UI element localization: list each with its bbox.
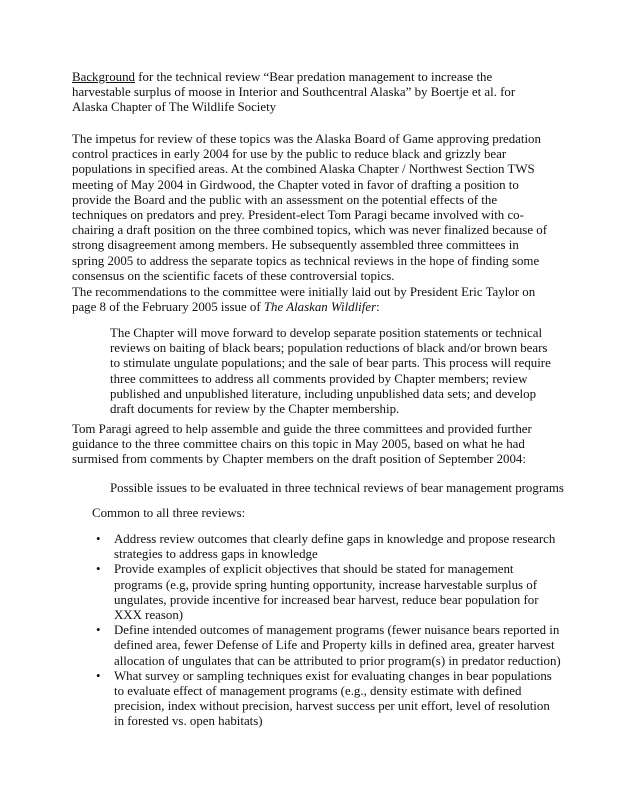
- common-heading: Common to all three reviews:: [92, 506, 246, 520]
- list-item-text: Define intended outcomes of management programs (fewer nuisance bears reported in defined area, fewer Defense of Life and Property kills in defined area, greater harvest allocation of ungulates that can be attributed to prior program(s) in predator reduction): [114, 623, 561, 668]
- issues-heading: Possible issues to be evaluated in three technical reviews of bear management programs: [110, 481, 564, 495]
- recommendations-paragraph: [72, 285, 552, 315]
- bullet-icon: •: [96, 668, 101, 683]
- background-heading: Background: [72, 70, 136, 84]
- impetus-paragraph: The impetus for review of these topics was the Alaska Board of Game approving predation control practices in early 2004 for use by the public to reduce black and grizzly bear populations in specified areas. At the combined Alaska Chapter / Northwest Section TWS meeting of May 2004 in Girdwood, the Chapter voted in favor of drafting a position to provide the Board and the public with an assessment on the potential effects of the techniques on predators and prey. President-elect Tom Paragi became involved with co-chairing a draft position on the three combined topics, which was never finalized because of strong disagreement among members. He subsequently assembled three committees in spring 2005 to address the separate topics as technical reviews in the hope of finding some consensus on the scientific facets of these controversial topics.: [72, 132, 547, 283]
- bullet-icon: •: [96, 623, 101, 638]
- publication-title: The Alaskan Wildlifer: [263, 300, 377, 315]
- recommendations-text: The recommendations to the committee were initially laid out by President Eric Taylor on page 8 of the February 2005 issue of: [72, 285, 536, 315]
- bullet-icon: •: [96, 532, 101, 546]
- list-item: [92, 623, 562, 669]
- quoted-block: The Chapter will move forward to develop separate position statements or technical reviews on baiting of black bears; population reductions of black and/or brown bears to stimulate ungulate populations; and the sale of bear parts. This process will require three committees to address all comments provided by Chapter members; review published and unpublished literature, including unpublished data sets; and develop draft documents for review by the Chapter membership.: [110, 326, 551, 417]
- intro-text: for the technical review “Bear predation management to increase the harvestable surplus of moose in Interior and Southcentral Alaska” by Boertje et al. for Alaska Chapter of The Wildlife Society: [72, 70, 516, 115]
- guidance-paragraph: Tom Paragi agreed to help assemble and guide the three committees and provided further guidance to the three committee chairs on this topic in May 2005, based on what he had surmised from comments by Chapter members on the draft position of September 2004:: [72, 422, 532, 467]
- list-item-text: Provide examples of explicit objectives that should be stated for management programs (e.g, provide spring hunting opportunity, increase harvestable surplus of ungulates, provide incentive for increased bear harvest, reduce bear population for XXX reason): [114, 562, 539, 623]
- list-item: [92, 562, 562, 623]
- intro-paragraph: [72, 70, 552, 116]
- bullet-list: [92, 532, 562, 730]
- bullet-icon: •: [96, 562, 101, 577]
- list-item-text: Address review outcomes that clearly define gaps in knowledge and propose research strategies to address gaps in knowledge: [114, 532, 556, 562]
- list-item-text: What survey or sampling techniques exist for evaluating changes in bear populations to evaluate effect of management programs (e.g., density estimate with defined precision, index without precision, harvest success per unit effort, level of resolution in forested vs. open habitats): [114, 668, 552, 729]
- list-item: [92, 669, 562, 730]
- recommendations-tail: :: [376, 300, 380, 315]
- list-item: [92, 532, 562, 562]
